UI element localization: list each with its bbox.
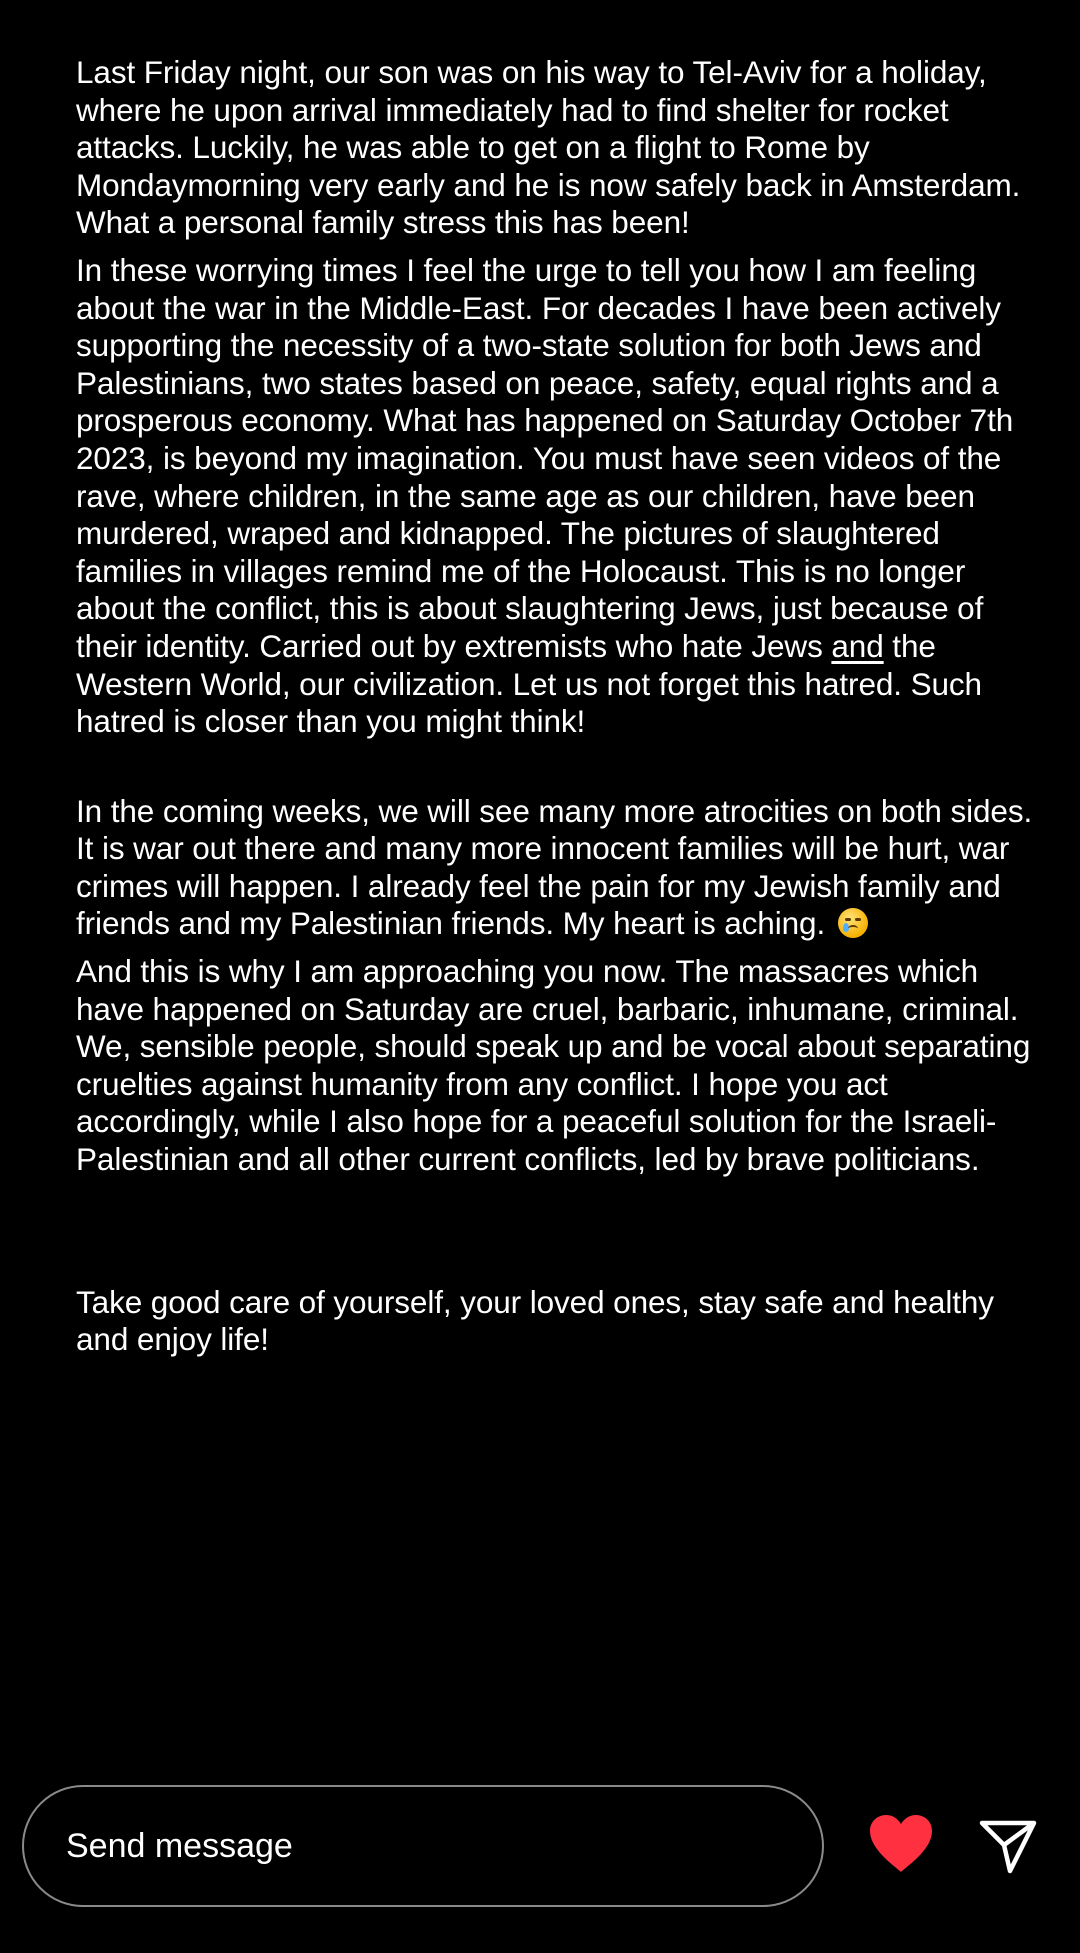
story-paragraph-5: Take good care of yourself, your loved ones, stay safe and healthy and enjoy life!	[76, 1283, 994, 1358]
paper-plane-icon	[978, 1815, 1038, 1875]
story-paragraph-2	[76, 252, 1036, 741]
story-paragraph-3-text: In the coming weeks, we will see many more atrocities on both sides. It is war out there and many more innocent families will be hurt, war crimes will happen. I already feel the pain for my Jewish family and friends and my Palestinian friends. My heart is aching.	[76, 792, 1033, 942]
like-button[interactable]	[866, 1812, 936, 1876]
story-paragraph-1: Last Friday night, our son was on his way to Tel-Aviv for a holiday, where he upon arrival immediately had to find shelter for rocket attacks. Luckily, he was able to get on a flight to Rome by Mondaymorning very early and he is now safely back in Amsterdam. What a personal family stress this has been!	[76, 54, 1021, 241]
send-message-input[interactable]	[64, 1826, 768, 1867]
story-paragraph-4: And this is why I am approaching you now. The massacres which have happened on Saturday are cruel, barbaric, inhumane, criminal. We, sensible people, should speak up and be vocal about separating cruelties against humanity from any conflict. I hope you act accordingly, while I also hope for a peaceful solution for the Israeli-Palestinian and all other current conflicts, led by brave politicians.	[76, 953, 1031, 1178]
heart-icon	[866, 1812, 936, 1876]
underlined-word: and	[831, 627, 884, 664]
story-paragraph-2-part-2: the Western World, our civilization. Let us not forget this hatred. Such hatred is closer than you might think!	[76, 627, 982, 740]
story-paragraph-2-part-1: In these worrying times I feel the urge to tell you how I am feeling about the war in the Middle-East. For decades I have been actively supporting the necessity of a two-state solution for both Jews and Palestinians, two states based on peace, safety, equal rights and a prosperous economy. What has happened on Saturday October 7th 2023, is beyond my imagination. You must have seen videos of the rave, where children, in the same age as our children, have been murdered, wraped and kidnapped. The pictures of slaughtered families in villages remind me of the Holocaust. This is no longer about the conflict, this is about slaughtering Jews, just because of their identity. Carried out by extremists who hate Jews	[76, 251, 1014, 664]
message-composer[interactable]	[22, 1785, 824, 1907]
crying-face-emoji-icon	[838, 908, 868, 938]
story-paragraph-3	[76, 793, 1036, 943]
story-text-block	[76, 54, 1036, 1359]
send-button[interactable]	[978, 1815, 1038, 1875]
